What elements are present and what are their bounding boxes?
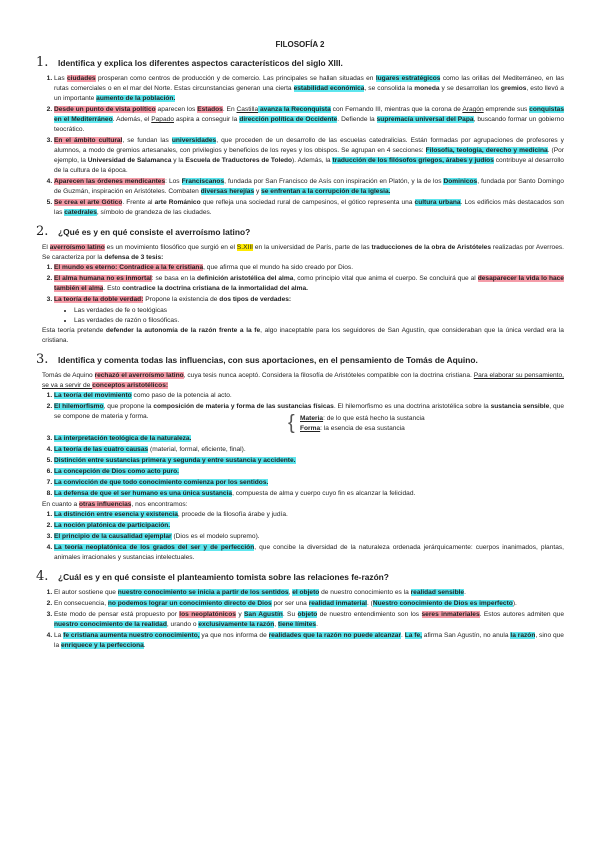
list-item: 5. Se crea el arte Gótico. Frente al arte Románico que refleja una sociedad rural de campesinos, el gótico representa una cultura urbana. Los edificios más destacados son las catedrales, símbolo de grandeza de las ciudades. xyxy=(54,198,564,218)
list-item: 3. La teoría de la doble verdad: Propone la existencia de dos tipos de verdades: xyxy=(54,295,564,305)
q1-list xyxy=(36,74,564,218)
list-item: 3. Este modo de pensar está propuesto por los neoplatónicos y San Agustín. Su objeto de nuestro entendimiento son los seres inmateriales. Estos autores admiten que nuestro conocimiento de la realidad, urando o exclusivamente la razón, tiene límites. xyxy=(54,610,564,630)
brace-forma: Forma: la esencia de esa sustancia xyxy=(300,425,405,432)
q3-list-cont xyxy=(36,434,564,499)
list-item: 2. La noción platónica de participación. xyxy=(54,521,564,531)
list-item: 1. El autor sostiene que nuestro conocimiento se inicia a partir de los sentidos, el objeto de nuestro conocimiento es la realidad sensible. xyxy=(54,588,564,598)
bullet-item: • Las verdades de razón o filosóficas. xyxy=(74,316,564,326)
list-item: 2. El alma humana no es inmortal: se basa en la definición aristotélica del alma, como principio vital que anima el cuerpo. Se concluirá que al desaparecer la vida lo hace también el alma. Esto contradice la doctrina cristiana de la inmortalidad del alma. xyxy=(54,274,564,294)
question-text: ¿Qué es y en qué consiste el averroísmo latino? xyxy=(58,227,251,237)
question-text: ¿Cuál es y en qué consiste el planteamiento tomista sobre las relaciones fe-razón? xyxy=(58,572,389,582)
page-title: FILOSOFÍA 2 xyxy=(275,40,325,49)
paragraph: El averroísmo latino es un movimiento filosófico que surgió en el S.XIII en la universidad de París, parte de las traducciones de la obra de Aristóteles realizadas por Averroes. Se caracteriza por la defensa de 3 tesis: xyxy=(42,244,564,261)
list-item: 6. La concepción de Dios como acto puro. xyxy=(54,467,564,477)
list-item: 4. La teoría neoplatónica de los grados del ser y de perfección, que concibe la diversidad de la naturaleza ordenada jerárquicamente: cuerpos inanimados, plantas, animales irracionales y sustancias intelectuales. xyxy=(54,543,564,563)
question-text: Identifica y comenta todas las influencias, con sus aportaciones, en el pensamiento de Tomás de Aquino. xyxy=(58,355,478,365)
list-item: 5. Distinción entre sustancias primera y segunda y entre sustancia y accidente. xyxy=(54,456,564,466)
list-item: 4. La teoría de las cuatro causas (material, formal, eficiente, final). xyxy=(54,445,564,455)
question-number: 3. xyxy=(36,352,49,367)
list-item: 1. La teoría del movimiento como paso de la potencia al acto. xyxy=(54,391,564,401)
list-item: 3. El principio de la causalidad ejemplar (Dios es el modelo supremo). xyxy=(54,532,564,542)
brace-materia: { Materia: de lo que está hecho la sustancia xyxy=(300,415,425,422)
bullet-item: • Las verdades de fe o teológicas xyxy=(74,306,564,316)
q2-bullets xyxy=(74,306,564,326)
list-item: 8. La defensa de que el ser humano es una única sustancia, compuesta de alma y cuerpo cuyo fin es alcanzar la felicidad. xyxy=(54,489,564,499)
list-item: 2. El hilemorfismo, que propone la composición de materia y forma de las sustancias físicas. El hilemorfismo es una doctrina aristotélica sobre la sustancia sensible, que se compone de materia y forma. xyxy=(54,402,564,422)
list-item: 2. En consecuencia, no podemos lograr un conocimiento directo de Dios por ser una realidad inmaterial. (Nuestro conocimiento de Dios es imperfecto). xyxy=(54,599,564,609)
list-item: 3. En el ámbito cultural, se fundan las universidades, que proceden de un desarrollo de las escuelas catedralicias. Están formadas por agrupaciones de profesores y alumnos, a modo de gremios artesanales, con privilegios y beneficios de los reyes y los obispos. Se agrupan en 4 secciones: Filosofía, teología, derecho y medicina. (Por ejemplo, la Universidad de Salamanca y la Escuela de Traductores de Toledo). Además, la traducción de los filósofos griegos, árabes y judíos contribuye al desarrollo de la cultura de la época. xyxy=(54,136,564,176)
list-item: 4. La fe cristiana aumenta nuestro conocimiento, ya que nos informa de realidades que la razón no puede alcanzar. La fe, afirma San Agustín, no anula la razón, sino que la enriquece y la perfecciona. xyxy=(54,631,564,651)
paragraph: Tomás de Aquino rechazó el averroísmo latino, cuya tesis nunca aceptó. Considera la filosofía de Aristóteles compatible con la doctrina cristiana. Para elaborar su pensamiento, se va a servir de conceptos aristotélicos: xyxy=(42,372,564,389)
question-1-heading xyxy=(36,55,564,70)
question-number: 4. xyxy=(36,569,49,584)
paragraph: Esta teoría pretende defender la autonomía de la razón frente a la fe, algo inaceptable para los seguidores de San Agustín, que consideraban que la única verdad era la cristiana. xyxy=(42,327,564,344)
q2-list xyxy=(36,263,564,305)
list-item: 1. El mundo es eterno: Contradice a la fe cristiana, que afirma que el mundo ha sido creado por Dios. xyxy=(54,263,564,273)
question-text: Identifica y explica los diferentes aspectos característicos del siglo XIII. xyxy=(58,58,343,68)
question-number: 1. xyxy=(36,55,49,70)
q3-others-list xyxy=(36,510,564,563)
question-3-heading xyxy=(36,352,564,367)
list-item: 7. La convicción de que todo conocimiento comienza por los sentidos. xyxy=(54,478,564,488)
paragraph: En cuanto a otras influencias, nos encontramos: xyxy=(42,501,188,508)
question-4-heading xyxy=(36,569,564,584)
question-number: 2. xyxy=(36,224,49,239)
list-item: 3. La interpretación teológica de la naturaleza. xyxy=(54,434,564,444)
list-item: 1. La distinción entre esencia y existencia, procede de la filosofía árabe y judía. xyxy=(54,510,564,520)
q4-list xyxy=(36,588,564,651)
list-item: 4. Aparecen las órdenes mendicantes: Los Franciscanos, fundada por San Francisco de Asís con inspiración en Platón, y la de los Dominicos, fundada por Santo Domingo de Guzmán, inspiración en Aristóteles. Combaten diversas herejías y se enfrentan a la corrupción de la iglesia. xyxy=(54,177,564,197)
list-item: 2. Desde un punto de vista político aparecen los Estados. En Castilla avanza la Reconquista con Fernando III, mientras que la corona de Aragón emprende sus conquistas en el Mediterráneo. Además, el Papado aspira a conseguir la dirección política de Occidente. Defiende la supremacía universal del Papa, buscando formar un gobierno teocrático. xyxy=(54,105,564,135)
list-item: 1. Las ciudades prosperan como centros de producción y de comercio. Las principales se hallan situadas en lugares estratégicos como las orillas del Mediterráneo, en las rutas comerciales o en el mar del Norte. Estas circunstancias generan una cierta estabilidad económica, se consolida la moneda y se desarrollan los gremios, esto llevó a un importante aumento de la población. xyxy=(54,74,564,104)
hylomorphism-brace xyxy=(286,414,564,434)
question-2-heading xyxy=(36,224,564,239)
